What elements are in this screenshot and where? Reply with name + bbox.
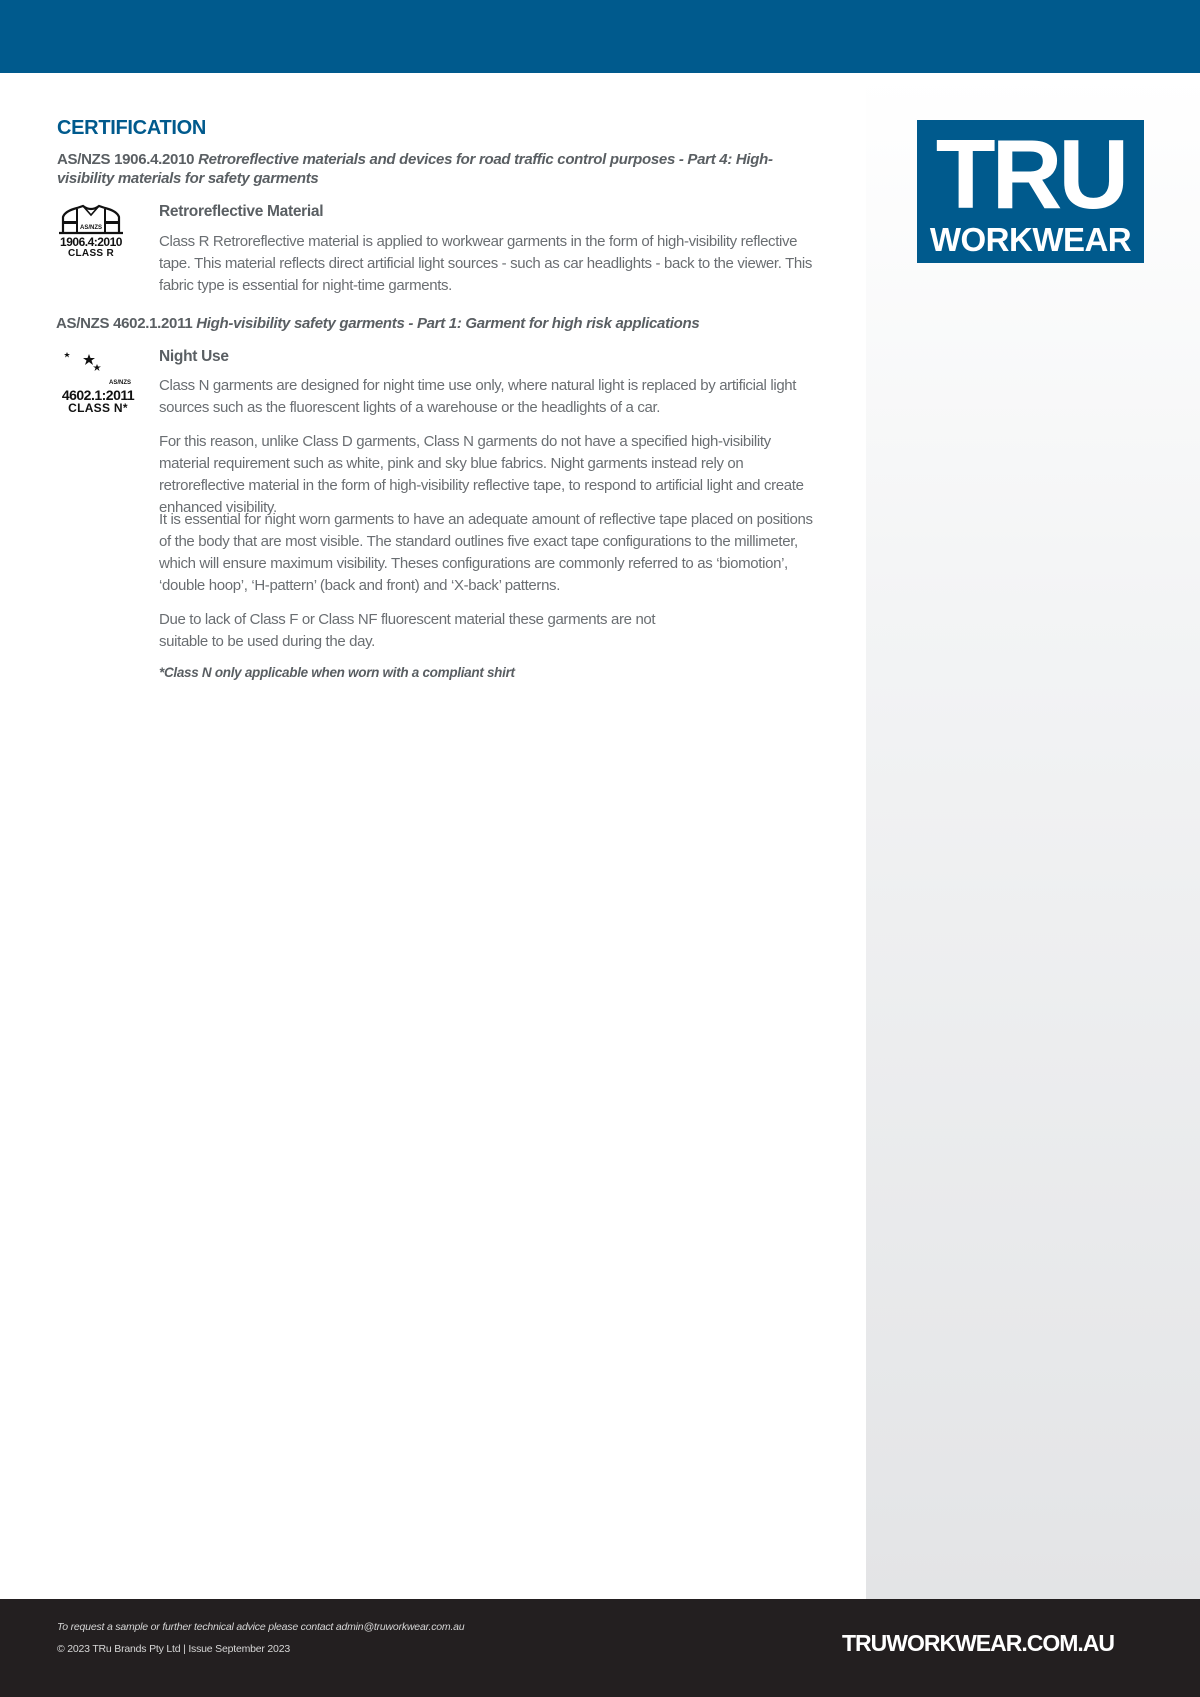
brand-logo bbox=[917, 120, 1144, 263]
standard-2-paragraph-2: For this reason, unlike Class D garments, Class N garments do not have a specified high-visibility material requirement such as white, pink and sky blue fabrics. Night garments instead rely on retroreflective material in the form of high-visibility reflective tape, to respond to artificial light and create enhanced visibility. bbox=[159, 433, 804, 516]
badge-2-class: CLASS N* bbox=[68, 401, 128, 415]
class-n-note: *Class N only applicable when worn with a compliant shirt bbox=[159, 665, 515, 680]
badge-1-code: 1906.4:2010 bbox=[60, 235, 122, 249]
standard-2-title bbox=[56, 314, 816, 333]
standard-1-title bbox=[57, 150, 817, 188]
standard-2-paragraph-1: Class N garments are designed for night time use only, where natural light is replaced by artificial light sources such as the fluorescent lights of a warehouse or the headlights of a car. bbox=[159, 377, 797, 416]
badge-1-small: AS/NZS bbox=[79, 225, 102, 231]
side-panel bbox=[866, 73, 1200, 1599]
logo-main-text: TRU bbox=[935, 119, 1126, 229]
standard-1-code: AS/NZS 1906.4.2010 bbox=[57, 151, 195, 168]
standard-2-code: AS/NZS 4602.1.2011 bbox=[56, 315, 193, 332]
footer-contact: To request a sample or further technical advice please contact admin@truworkwear.com.au bbox=[57, 1621, 465, 1633]
standard-2-heading: Night Use bbox=[159, 348, 229, 365]
logo-sub-text: WORKWEAR bbox=[929, 221, 1132, 258]
standard-1-description: Retroreflective materials and devices for road traffic control purposes - Part 4: High-visibility materials for safety garments bbox=[57, 151, 773, 187]
header-band bbox=[0, 0, 1200, 73]
class-r-badge bbox=[55, 203, 127, 263]
class-n-badge bbox=[55, 350, 141, 420]
badge-2-code: 4602.1:2011 bbox=[61, 387, 135, 403]
footer-copyright: © 2023 TRu Brands Pty Ltd | Issue September 2023 bbox=[57, 1643, 290, 1655]
standard-1-paragraph: Class R Retroreflective material is applied to workwear garments in the form of high-visibility reflective tape. This material reflects direct artificial light sources - such as car headlights - back to the viewer. This fabric type is essential for night-time garments. bbox=[159, 233, 813, 294]
section-title: CERTIFICATION bbox=[57, 117, 207, 139]
badge-2-small: AS/NZS bbox=[108, 380, 131, 386]
standard-1-heading: Retroreflective Material bbox=[159, 203, 324, 220]
standard-2-paragraph-3: It is essential for night worn garments to have an adequate amount of reflective tape placed on positions of the body that are most visible. The standard outlines five exact tape configurations to the millimeter, which will ensure maximum visibility. Theses configurations are commonly referred to as ‘biomotion’, ‘double hoop’, ‘H-pattern’ (back and front) and ‘X-back’ patterns. bbox=[159, 511, 813, 594]
badge-1-class: CLASS R bbox=[68, 248, 114, 259]
standard-2-paragraph-4: Due to lack of Class F or Class NF fluorescent material these garments are not suitable to be used during the day. bbox=[159, 611, 656, 650]
standard-2-description: High-visibility safety garments - Part 1: Garment for high risk applications bbox=[196, 315, 700, 332]
footer-website-link[interactable]: TRUWORKWEAR.COM.AU bbox=[842, 1630, 1115, 1656]
